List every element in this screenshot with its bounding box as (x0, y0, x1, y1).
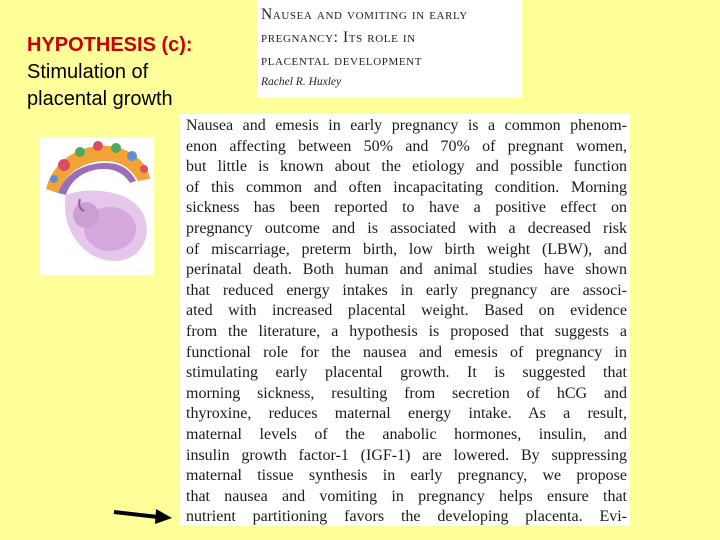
hypothesis-block (27, 32, 247, 113)
hypothesis-subtitle-line-1: Stimulation of (27, 61, 149, 83)
paper-author: Rachel R. Huxley (261, 76, 342, 88)
abstract-line: functional role for the nausea and emesis of pregnancy in (186, 343, 627, 361)
abstract-line: of this common and often incapacitating condition. Morning (186, 178, 627, 196)
abstract-line: maternal tissue synthesis in early pregnancy, we propose (186, 467, 627, 485)
abstract-line: sickness has been reported to have a positive effect on (186, 199, 627, 217)
arrow-right-icon (112, 502, 174, 526)
paper-title-clipping (257, 0, 522, 98)
abstract-line: insulin growth factor-1 (IGF-1) are lowered. By suppressing (186, 446, 627, 464)
abstract-line: maternal levels of the anabolic hormones, insulin, and (186, 425, 627, 443)
abstract-line: nutrient partitioning favors the developing placenta. Evi- (186, 508, 627, 526)
paper-title-line-3: placental development (261, 52, 423, 69)
abstract-line: thyroxine, reduces maternal energy intake. As a result, (186, 405, 627, 423)
abstract-line: that nausea and vomiting in pregnancy helps ensure that (186, 487, 627, 505)
abstract-line: enon affecting between 50% and 70% of pregnant women, (186, 137, 627, 155)
abstract-line: morning sickness, resulting from secretion of hCG and (186, 384, 627, 402)
abstract-line: pregnancy outcome and is associated with a decreased risk (186, 219, 627, 237)
abstract-line: but little is known about the etiology and possible function (186, 158, 627, 176)
paper-title-line-2: pregnancy: Its role in (261, 29, 416, 46)
abstract-line: from the literature, a hypothesis is proposed that suggests a (186, 322, 627, 340)
abstract-clipping (180, 114, 630, 526)
abstract-line: stimulating early placental growth. It is suggested that (186, 364, 627, 382)
abstract-line: perinatal death. Both human and animal studies have shown (186, 261, 627, 279)
hypothesis-title: HYPOTHESIS (c): (27, 34, 193, 56)
abstract-line: ated with increased placental weight. Based on evidence (186, 302, 627, 320)
fetus-placenta-illustration (40, 137, 154, 275)
abstract-text (180, 114, 630, 526)
abstract-line: that reduced energy intakes in early pregnancy are associ- (186, 281, 627, 299)
paper-title-line-1: Nausea and vomiting in early (261, 6, 468, 23)
abstract-line: Nausea and emesis in early pregnancy is a common phenom- (186, 117, 627, 134)
abstract-line: of miscarriage, preterm birth, low birth weight (LBW), and (186, 240, 627, 258)
hypothesis-subtitle-line-2: placental growth (27, 88, 173, 110)
